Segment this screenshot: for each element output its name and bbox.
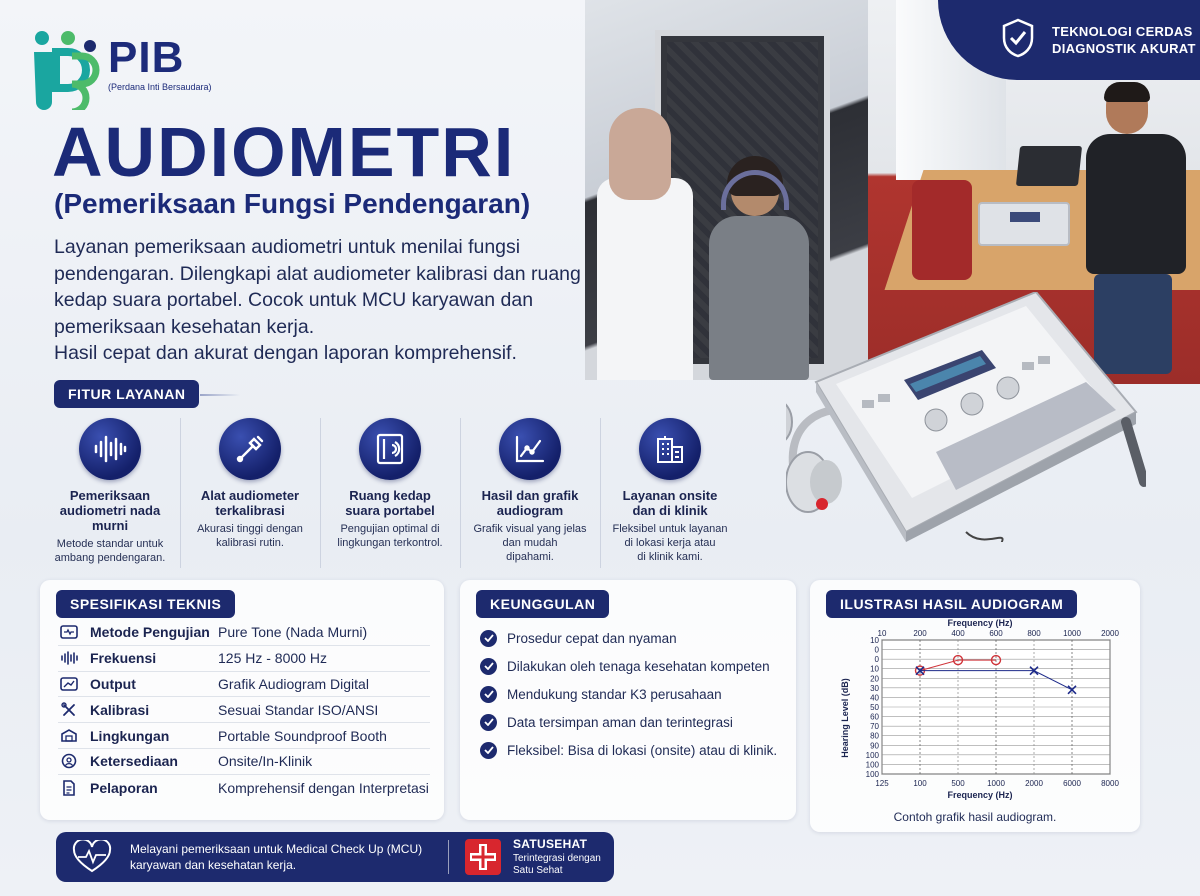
feature-title: Ruang kedap bbox=[349, 488, 431, 503]
list-item bbox=[480, 736, 777, 764]
intro-line: pemeriksaan kesehatan kerja. bbox=[54, 315, 315, 338]
bottom-tick-label: 100 bbox=[913, 779, 927, 788]
badge-line-1: TEKNOLOGI CERDAS bbox=[1052, 24, 1193, 39]
feature-desc: Fleksibel untuk layanan bbox=[612, 523, 728, 535]
feature-title: terkalibrasi bbox=[215, 503, 285, 518]
footer-banner bbox=[56, 832, 614, 882]
feature-title: Layanan onsite bbox=[622, 488, 718, 503]
list-item bbox=[480, 680, 777, 708]
satusehat-subtitle bbox=[513, 853, 601, 877]
monitor-icon bbox=[58, 623, 80, 641]
top-tick-label: 200 bbox=[913, 629, 927, 638]
y-tick-label: 30 bbox=[870, 683, 879, 693]
sound-wave-icon bbox=[79, 418, 141, 480]
top-axis-title: Frequency (Hz) bbox=[947, 618, 1013, 628]
feature-title: Hasil dan grafik bbox=[481, 488, 579, 503]
feature-desc: kalibrasi rutin. bbox=[216, 537, 284, 549]
feature-title: dan di klinik bbox=[632, 503, 708, 518]
top-tick-label: 600 bbox=[989, 629, 1003, 638]
footer-line-1: Melayani pemeriksaan untuk Medical Check Up (MCU) bbox=[130, 842, 423, 856]
feature-desc: di lokasi kerja atau bbox=[624, 537, 716, 549]
satusehat-title: SATUSEHAT bbox=[513, 837, 588, 851]
location-icon bbox=[58, 752, 80, 770]
audiogram-caption: Contoh grafik hasil audiogram. bbox=[893, 810, 1057, 824]
spec-row bbox=[58, 697, 430, 723]
keunggulan-heading: KEUNGGULAN bbox=[476, 590, 609, 618]
spec-row bbox=[58, 672, 430, 698]
feature-title: suara portabel bbox=[345, 503, 435, 518]
satusehat-line: Satu Sehat bbox=[513, 865, 563, 876]
feature-desc: Pengujian optimal di bbox=[340, 523, 440, 535]
feature-title: Alat audiometer bbox=[200, 488, 300, 503]
footer-divider bbox=[448, 840, 449, 874]
bottom-tick-label: 125 bbox=[875, 779, 889, 788]
feature-desc: Metode standar untuk bbox=[56, 538, 164, 550]
feature-title: audiogram bbox=[496, 503, 564, 518]
y-tick-label: 60 bbox=[870, 712, 879, 722]
spec-label: Metode Pengujian bbox=[90, 624, 210, 641]
page-subtitle: (Pemeriksaan Fungsi Pendengaran) bbox=[54, 188, 531, 219]
check-icon bbox=[480, 714, 497, 731]
feature-item bbox=[40, 418, 180, 578]
y-tick-label: 50 bbox=[870, 703, 879, 712]
spec-row bbox=[58, 749, 430, 775]
spec-value: Portable Soundproof Booth bbox=[218, 727, 387, 744]
bottom-tick-label: 8000 bbox=[1101, 779, 1119, 788]
fitur-divider bbox=[200, 394, 240, 396]
spec-value: Grafik Audiogram Digital bbox=[218, 675, 369, 692]
check-icon bbox=[480, 630, 497, 647]
spec-label: Ketersediaan bbox=[90, 753, 178, 770]
heart-pulse-icon bbox=[72, 840, 112, 874]
y-tick-label: 0 bbox=[874, 655, 879, 665]
feature-desc: di klinik kami. bbox=[637, 551, 703, 563]
badge-line-2: DIAGNOSTIK AKURAT bbox=[1052, 41, 1196, 56]
brand-logo bbox=[28, 26, 212, 110]
booth-icon bbox=[359, 418, 421, 480]
feature-desc: ambang pendengaran. bbox=[54, 552, 166, 564]
booth-small-icon bbox=[58, 727, 80, 745]
keunggulan-text: Dilakukan oleh tenaga kesehatan kompeten bbox=[507, 658, 770, 674]
y-tick-label: 90 bbox=[870, 741, 879, 751]
spec-row bbox=[58, 646, 430, 672]
pib-logo-icon bbox=[28, 26, 102, 110]
spec-row bbox=[58, 620, 430, 646]
intro-paragraph bbox=[54, 234, 614, 367]
list-item bbox=[480, 624, 777, 652]
tools-icon bbox=[58, 701, 80, 719]
fitur-heading: FITUR LAYANAN bbox=[54, 380, 199, 408]
satusehat-logo-icon bbox=[465, 839, 501, 875]
tagline-badge bbox=[938, 0, 1200, 80]
y-tick-label: 20 bbox=[870, 674, 879, 684]
keunggulan-text: Mendukung standar K3 perusahaan bbox=[507, 686, 722, 702]
list-item bbox=[480, 708, 777, 736]
graph-icon bbox=[499, 418, 561, 480]
y-axis-ticks bbox=[866, 636, 880, 779]
top-tick-label: 10 bbox=[877, 629, 887, 638]
check-icon bbox=[480, 658, 497, 675]
audiometer-device-image bbox=[786, 292, 1146, 542]
intro-line: pendengaran. Dilengkapi alat audiometer kalibrasi dan ruang bbox=[54, 262, 581, 285]
top-tick-label: 400 bbox=[951, 629, 965, 638]
y-tick-label: 70 bbox=[870, 722, 879, 732]
spec-label: Frekuensi bbox=[90, 650, 157, 667]
top-axis-ticks bbox=[878, 629, 1120, 638]
y-tick-label: 100 bbox=[865, 770, 879, 779]
bottom-axis-title: Frequency (Hz) bbox=[947, 790, 1013, 800]
brand-name: PIB bbox=[108, 33, 185, 82]
brand-subtitle: (Perdana Inti Bersaudara) bbox=[108, 82, 212, 92]
audiogram-heading: ILUSTRASI HASIL AUDIOGRAM bbox=[826, 590, 1077, 618]
wave-icon bbox=[58, 649, 80, 667]
feature-desc: dan mudah bbox=[502, 537, 558, 549]
document-icon bbox=[58, 779, 80, 797]
intro-line: kedap suara portabel. Cocok untuk MCU karyawan dan bbox=[54, 289, 534, 311]
bottom-tick-label: 6000 bbox=[1063, 779, 1081, 788]
keunggulan-list bbox=[480, 624, 777, 764]
spec-value: Pure Tone (Nada Murni) bbox=[218, 624, 368, 641]
spec-label: Pelaporan bbox=[90, 779, 158, 796]
y-tick-label: 0 bbox=[874, 645, 879, 655]
y-tick-label: 10 bbox=[870, 636, 879, 645]
bottom-tick-label: 2000 bbox=[1025, 779, 1043, 788]
spec-card bbox=[40, 580, 444, 820]
y-tick-label: 40 bbox=[870, 693, 879, 703]
bottom-tick-label: 1000 bbox=[987, 779, 1005, 788]
intro-line: Hasil cepat dan akurat dengan laporan komprehensif. bbox=[54, 342, 517, 364]
keunggulan-text: Fleksibel: Bisa di lokasi (onsite) atau di klinik. bbox=[507, 742, 778, 758]
check-icon bbox=[480, 686, 497, 703]
feature-item bbox=[460, 418, 600, 578]
feature-desc: Grafik visual yang jelas bbox=[473, 523, 587, 535]
spec-row bbox=[58, 775, 430, 801]
spec-value: Komprehensif dengan Interpretasi bbox=[218, 779, 429, 796]
feature-title: Pemeriksaan bbox=[69, 488, 151, 503]
list-item bbox=[480, 652, 777, 680]
y-axis-title: Hearing Level (dB) bbox=[840, 678, 850, 758]
spec-value: 125 Hz - 8000 Hz bbox=[218, 650, 327, 667]
feature-desc: Akurasi tinggi dengan bbox=[197, 523, 303, 535]
spec-label: Lingkungan bbox=[90, 727, 170, 744]
spec-row bbox=[58, 723, 430, 749]
spec-value: Onsite/In-Klinik bbox=[218, 753, 313, 770]
spec-heading: SPESIFIKASI TEKNIS bbox=[56, 590, 235, 618]
feature-item bbox=[600, 418, 740, 578]
feature-list bbox=[40, 418, 740, 578]
feature-desc: dipahami. bbox=[506, 551, 554, 563]
spec-table bbox=[58, 620, 430, 801]
page-title: AUDIOMETRI bbox=[52, 113, 516, 191]
spec-value: Sesuai Standar ISO/ANSI bbox=[218, 701, 379, 718]
keunggulan-text: Prosedur cepat dan nyaman bbox=[507, 630, 677, 646]
intro-line: Layanan pemeriksaan audiometri untuk menilai fungsi bbox=[54, 236, 521, 258]
y-tick-label: 10 bbox=[870, 664, 879, 674]
satusehat-line: Terintegrasi dengan bbox=[513, 853, 601, 864]
audiogram-chart bbox=[820, 614, 1130, 800]
check-icon bbox=[480, 742, 497, 759]
bottom-axis-ticks bbox=[875, 779, 1119, 788]
keunggulan-card bbox=[460, 580, 796, 820]
feature-title: audiometri nada murni bbox=[59, 503, 161, 533]
building-icon bbox=[639, 418, 701, 480]
instrument-icon bbox=[219, 418, 281, 480]
feature-item bbox=[180, 418, 320, 578]
spec-label: Output bbox=[90, 675, 136, 692]
shield-check-icon bbox=[1002, 18, 1034, 58]
feature-desc: lingkungan terkontrol. bbox=[337, 537, 443, 549]
spec-label: Kalibrasi bbox=[90, 701, 150, 718]
chart-icon bbox=[58, 675, 80, 693]
feature-item bbox=[320, 418, 460, 578]
top-tick-label: 1000 bbox=[1063, 629, 1081, 638]
y-tick-label: 80 bbox=[870, 731, 879, 741]
y-tick-label: 100 bbox=[865, 760, 879, 770]
audiogram-card bbox=[810, 580, 1140, 832]
y-tick-label: 100 bbox=[865, 750, 879, 760]
top-tick-label: 2000 bbox=[1101, 629, 1119, 638]
footer-line-2: karyawan dan kesehatan kerja. bbox=[130, 858, 297, 872]
top-tick-label: 800 bbox=[1027, 629, 1041, 638]
keunggulan-text: Data tersimpan aman dan terintegrasi bbox=[507, 714, 733, 730]
bottom-tick-label: 500 bbox=[951, 779, 965, 788]
